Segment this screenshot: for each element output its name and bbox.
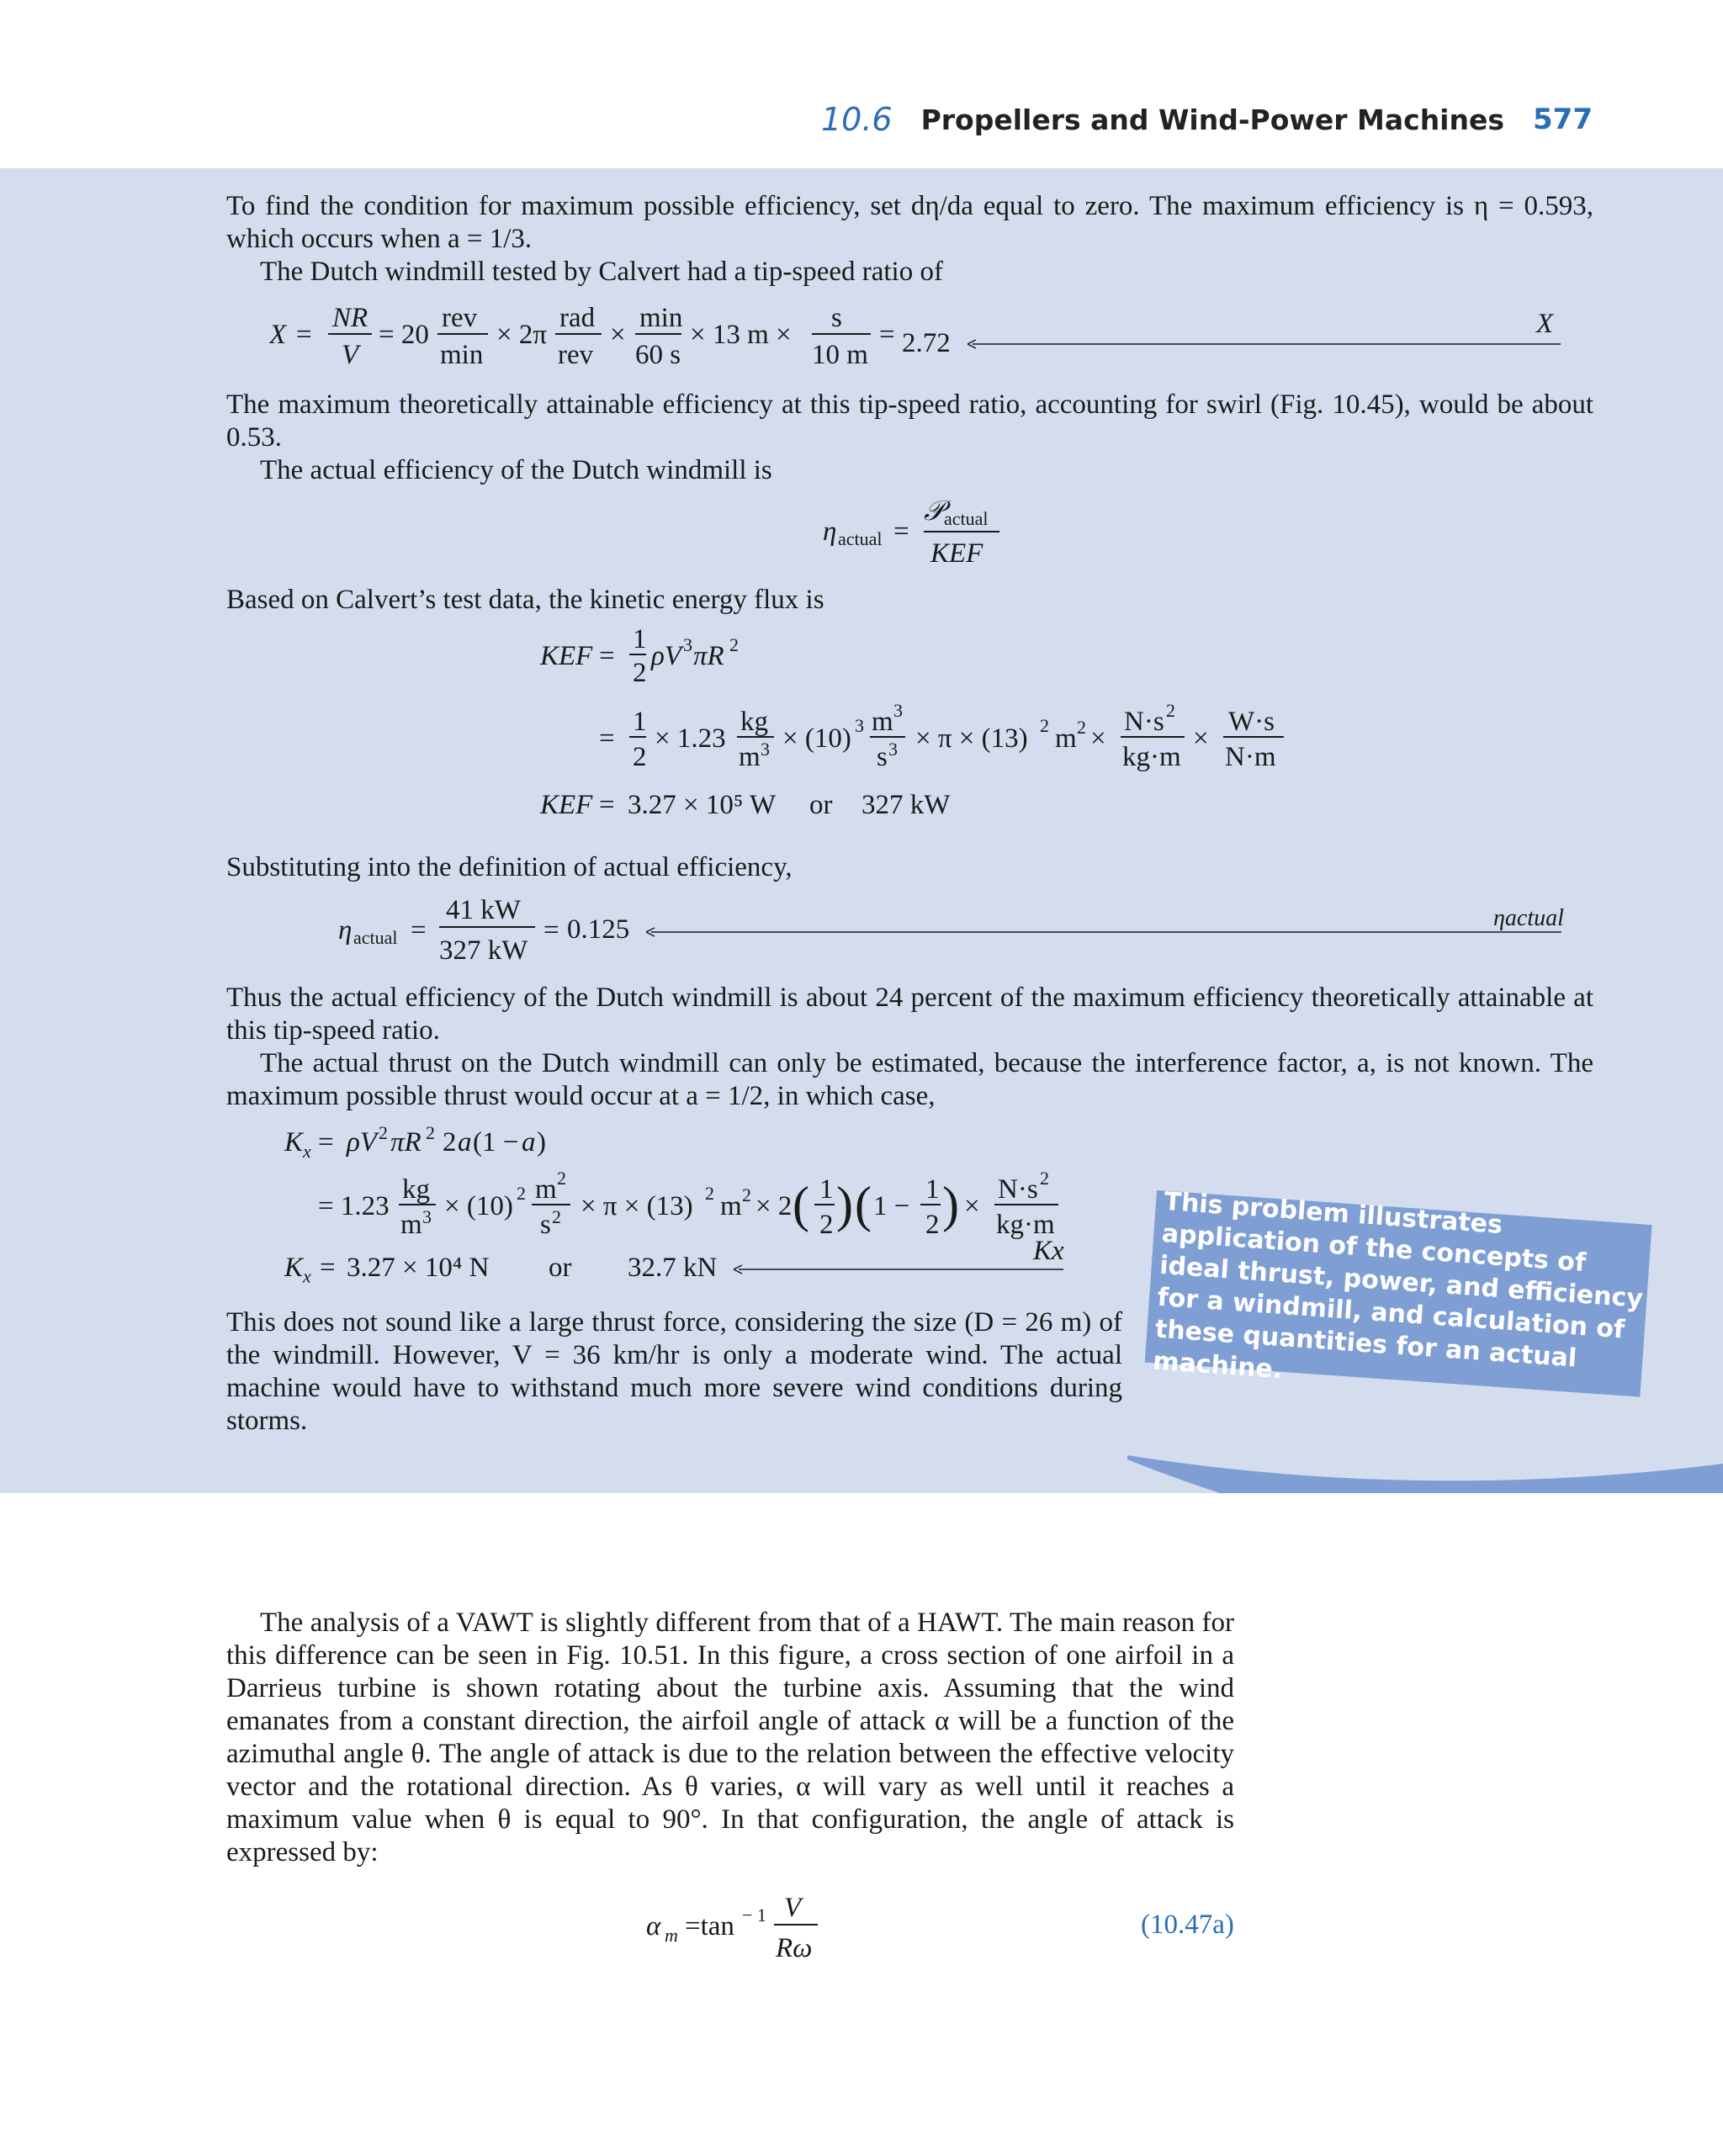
answer-label-x: X [1536,309,1554,339]
svg-text:𝒫: 𝒫 [924,496,944,527]
svg-text:rad: rad [559,303,596,333]
svg-text:= 20: = 20 [379,320,429,350]
paragraph-max-efficiency: To find the condition for maximum possible efficiency, set dη/da equal to zero. The maximum efficiency is η = 0.593, which occurs when a = 1/3. [226,191,1593,254]
kef-equals: = [599,790,615,820]
svg-text:327 kW: 327 kW [439,935,528,966]
svg-text:2: 2 [426,1124,435,1143]
svg-text:X: X [269,320,287,350]
eta-value: 0.125 [567,914,630,945]
tip-speed-value: 2.72 [902,328,951,358]
svg-text:πR: πR [390,1127,421,1157]
svg-text:a: a [458,1127,472,1157]
svg-text:2: 2 [925,1210,940,1240]
svg-text:× π × (13): × π × (13) [581,1191,693,1221]
svg-text:α: α [646,1911,661,1941]
paragraph-vawt: The analysis of a VAWT is slightly different from that of a HAWT. The main reason for this difference can be seen in Fig. 10.51. In this figure, a cross section of one airfoil in a Darrieus turbine is shown rotating about the turbine axis. Assuming that the wind emanates from a constant direction, the airfoil angle of attack α will be a function of the azimuthal angle θ. The angle of attack is due to the relation between the effective velocity vector and the rotational direction. As θ varies, α will vary as well until it reaches a maximum value when θ is equal to 90°. In that configuration, the angle of attack is expressed by: [226,1608,1234,1867]
equation-kef [538,622,1296,808]
svg-text:× 2π: × 2π [496,320,548,350]
svg-text:2: 2 [729,634,739,655]
paragraph-substituting: Substituting into the definition of actual efficiency, [226,852,793,882]
paragraph-thrust: The actual thrust on the Dutch windmill can only be estimated, because the interference factor, a, is not known. The maximum possible thrust would occur at a = 1/2, in which case, [226,1048,1593,1111]
svg-text:×: × [964,1191,980,1221]
svg-text:2: 2 [819,1210,834,1240]
svg-text:m: m [739,742,761,772]
svg-text:=: = [893,516,909,547]
svg-text:s: s [831,303,842,333]
answer-label-eta: ηactual [1493,905,1564,931]
svg-text:1: 1 [925,1174,940,1205]
svg-text:2: 2 [633,658,647,688]
answer-arrow [734,1262,1070,1279]
svg-text:=: = [296,320,312,350]
svg-text:x: x [303,1141,311,1162]
svg-text:×: × [610,320,626,350]
kef-value: 3.27 × 10⁵ W [628,790,777,820]
section-number: 10.6 [820,101,893,138]
svg-text:3: 3 [761,739,770,760]
svg-text:m: m [400,1210,422,1240]
svg-text:(: ( [793,1177,809,1232]
kx-equals: = [320,1253,336,1283]
svg-text:=: = [599,641,615,671]
svg-text:41 kW: 41 kW [446,895,521,925]
svg-text:rev: rev [442,303,478,333]
svg-text:60 s: 60 s [635,340,681,370]
svg-text:K: K [284,1127,304,1157]
svg-text:V: V [784,1893,802,1923]
callout-text: This problem illustrates application of the concepts of ideal thrust, power, and efficiency for a windmill, and calculation of these quantities for an actual machine. [1152,1186,1645,1385]
svg-text:s: s [877,742,888,772]
svg-text:N·s: N·s [998,1174,1038,1205]
svg-text:): ) [942,1177,959,1232]
svg-text:ρV: ρV [347,1127,377,1157]
svg-text:(: ( [855,1177,872,1232]
svg-text:m: m [872,707,893,737]
svg-text:1 −: 1 − [873,1191,910,1221]
svg-text:NR: NR [332,303,368,333]
svg-text:N·m: N·m [1225,742,1276,772]
svg-text:a: a [522,1127,536,1157]
svg-text:2: 2 [379,1124,388,1143]
svg-text:kg·m: kg·m [996,1210,1055,1240]
svg-text:m: m [720,1191,742,1221]
svg-text:m: m [535,1174,557,1205]
svg-text:2: 2 [1077,717,1086,738]
svg-text:2: 2 [1040,715,1049,736]
svg-text:1: 1 [633,707,647,737]
svg-text:2: 2 [1166,700,1175,721]
svg-text:2: 2 [705,1183,714,1204]
svg-text:N·s: N·s [1124,707,1164,737]
kx-or: or [549,1253,572,1283]
svg-text:kg·m: kg·m [1122,742,1181,772]
page-number: 577 [1533,103,1593,136]
svg-text:× (10): × (10) [782,723,851,754]
svg-text:Rω: Rω [776,1933,813,1963]
svg-text:m: m [1055,723,1077,754]
svg-text:2: 2 [443,1127,457,1157]
svg-text:actual: actual [353,927,398,948]
kef-kw: 327 kW [862,790,951,820]
svg-text:min: min [639,303,683,333]
svg-text:2: 2 [1040,1168,1049,1189]
svg-text:1: 1 [633,624,647,654]
svg-text:× 13 m ×: × 13 m × [690,320,792,350]
answer-arrow [646,924,1572,941]
svg-text:): ) [836,1177,853,1232]
equation-angle-of-attack [639,1884,841,1968]
svg-text:V: V [342,340,359,370]
svg-text:=: = [411,915,427,946]
svg-text:=: = [599,723,615,754]
svg-text:10 m: 10 m [812,340,868,370]
svg-text:=tan: =tan [685,1911,734,1941]
svg-text:× (10): × (10) [444,1191,513,1221]
equation-number: (10.47a) [1141,1910,1234,1940]
svg-text:actual: actual [944,508,989,529]
svg-text:2: 2 [517,1183,526,1204]
svg-text:− 1: − 1 [742,1904,766,1926]
svg-text:1: 1 [819,1174,834,1205]
paragraph-24-percent: Thus the actual efficiency of the Dutch windmill is about 24 percent of the maximum efficiency theoretically attainable at this tip-speed ratio. [226,983,1593,1046]
kef-symbol: KEF [540,790,593,820]
svg-text:η: η [338,915,353,946]
svg-text:×: × [1193,723,1209,754]
svg-text:=: = [318,1127,334,1157]
running-header [821,94,1593,145]
svg-text:πR: πR [693,641,724,671]
answer-arrow [968,336,1565,353]
svg-text:3: 3 [855,715,864,736]
svg-text:KEF: KEF [540,641,593,671]
svg-text:s: s [540,1210,551,1240]
kx-value: 3.27 × 10⁴ N [347,1253,490,1283]
paragraph-kef: Based on Calvert’s test data, the kinetic energy flux is [226,585,824,615]
paragraph-thrust-comment: This does not sound like a large thrust force, considering the size (D = 26 m) of the windmill. However, V = 36 km/hr is only a moderate wind. The actual machine would have to withstand much more severe wind conditions during storms. [226,1307,1122,1436]
svg-text:kg: kg [402,1174,430,1205]
svg-text:2: 2 [633,742,647,772]
equation-thrust [278,1124,1077,1250]
svg-text:rev: rev [558,340,594,370]
svg-text:3: 3 [893,700,903,721]
svg-text:3: 3 [683,634,692,655]
svg-text:kg: kg [740,707,768,737]
svg-text:× π × (13): × π × (13) [915,723,1028,754]
svg-text:): ) [537,1127,546,1157]
paragraph-swirl: The maximum theoretically attainable efficiency at this tip-speed ratio, accounting for swirl (Fig. 10.45), would be about 0.53. [226,389,1593,453]
svg-text:×: × [1090,723,1106,754]
kef-or: or [809,790,833,820]
svg-text:3: 3 [888,739,898,760]
paragraph-tip-speed: The Dutch windmill tested by Calvert had a tip-speed ratio of [260,257,943,287]
svg-text:η: η [823,516,837,547]
svg-text:=: = [879,320,895,350]
svg-text:min: min [440,340,484,370]
svg-text:= 1.23: = 1.23 [318,1191,390,1221]
svg-text:actual: actual [838,528,883,549]
kx-kn: 32.7 kN [628,1253,718,1283]
section-title: Propellers and Wind-Power Machines [920,103,1505,136]
svg-text:KEF: KEF [930,538,983,569]
svg-text:× 1.23: × 1.23 [655,723,726,754]
svg-text:3: 3 [422,1206,432,1227]
svg-text:m: m [665,1925,678,1946]
kx-symbol: $K_x$ [284,1253,311,1287]
svg-text:2: 2 [742,1184,751,1205]
svg-text:2: 2 [552,1206,561,1227]
svg-text:× 2: × 2 [755,1191,793,1221]
svg-text:2: 2 [557,1168,566,1189]
svg-text:(1 −: (1 − [473,1127,519,1157]
paragraph-actual-efficiency: The actual efficiency of the Dutch windmill is [260,455,772,485]
equation-eta-definition [816,495,1018,570]
answer-label-kx: Kx [1033,1236,1064,1266]
svg-text:W·s: W·s [1228,707,1275,737]
svg-text:ρV: ρV [651,641,681,671]
svg-text:=: = [543,915,559,946]
